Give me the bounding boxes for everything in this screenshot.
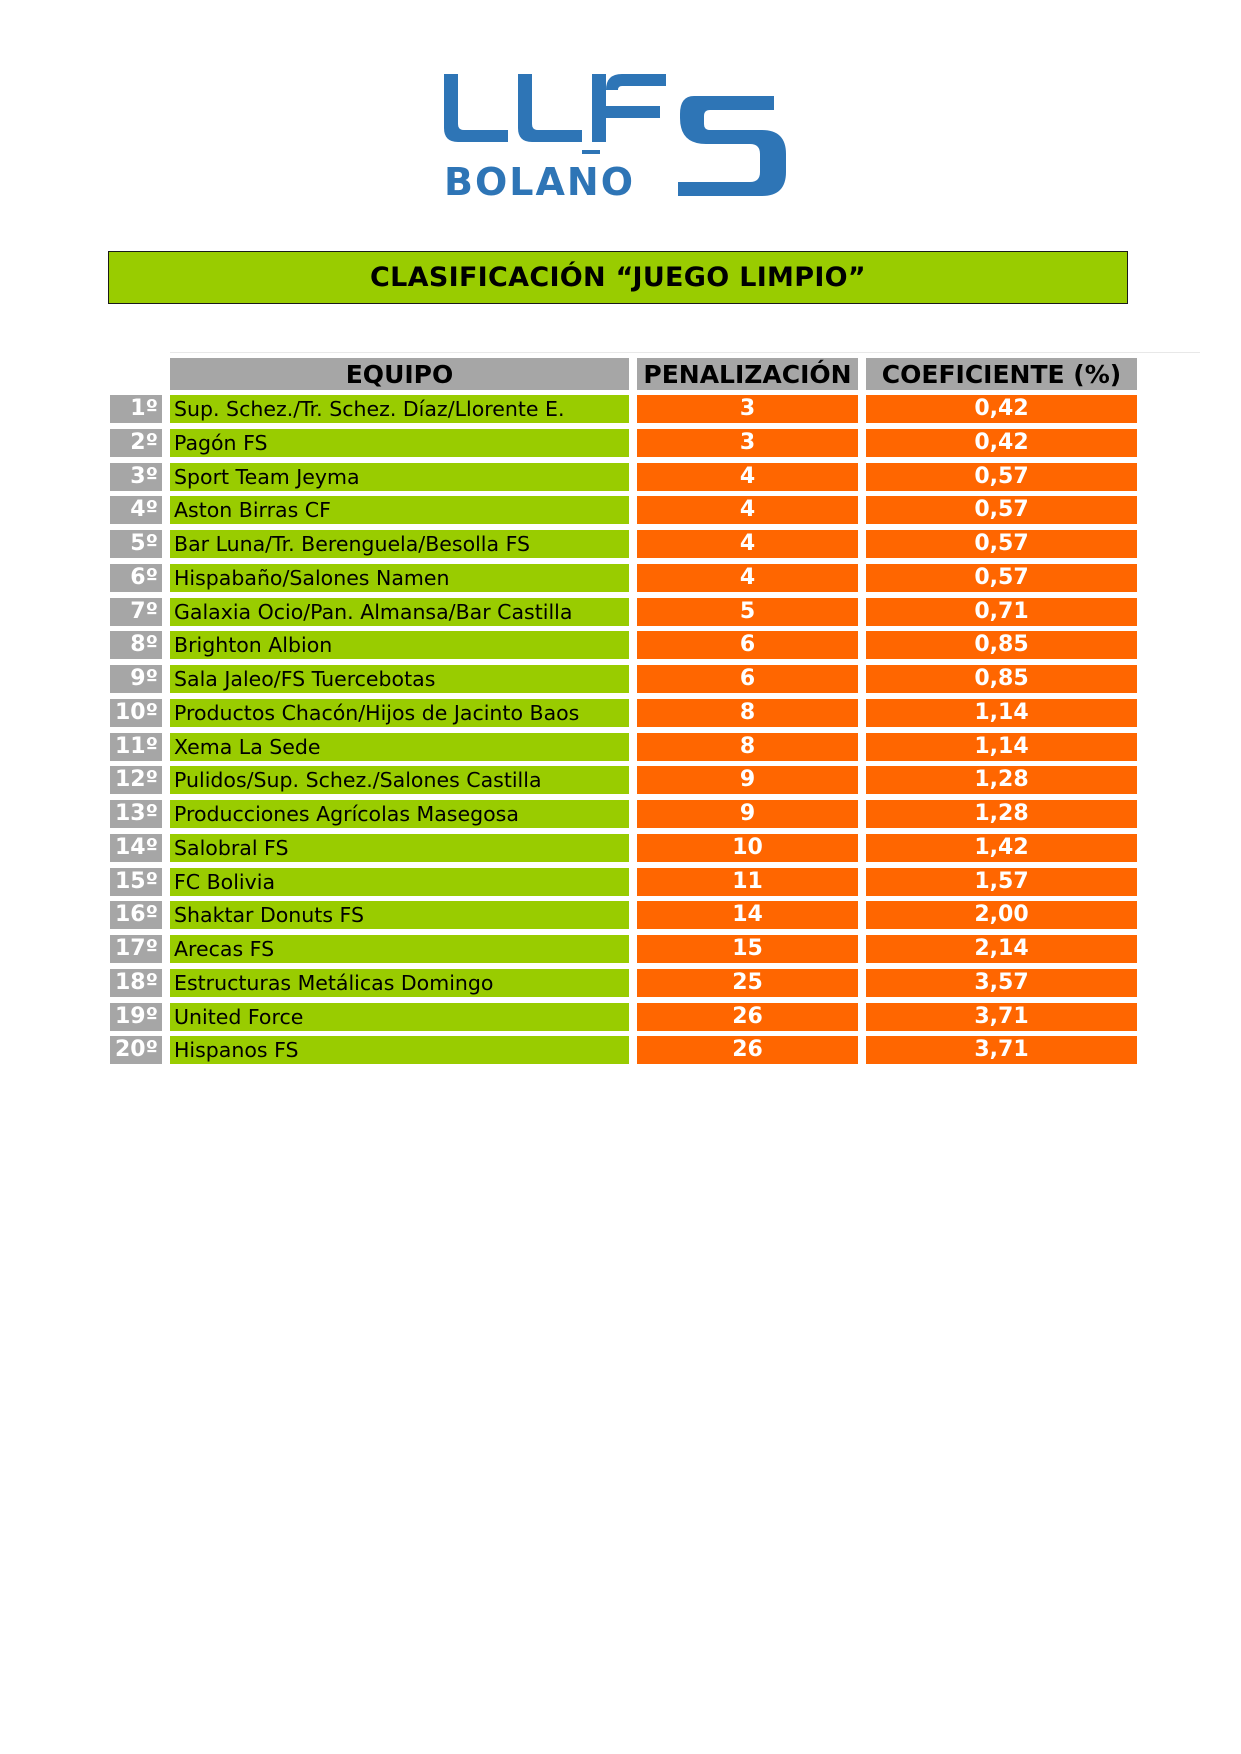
- rank-cell: 14º: [110, 834, 162, 862]
- rank-cell: 18º: [110, 969, 162, 997]
- penalty-cell: 4: [637, 564, 858, 592]
- team-name-cell: Salobral FS: [170, 834, 629, 862]
- team-name-cell: Galaxia Ocio/Pan. Almansa/Bar Castilla: [170, 598, 629, 626]
- team-name-cell: United Force: [170, 1003, 629, 1031]
- coefficient-cell: 1,14: [866, 699, 1137, 727]
- team-name-cell: Shaktar Donuts FS: [170, 901, 629, 929]
- table-row: [110, 463, 1140, 491]
- table-row: [110, 699, 1140, 727]
- coefficient-cell: 1,14: [866, 733, 1137, 761]
- rank-cell: 6º: [110, 564, 162, 592]
- rank-cell: 9º: [110, 665, 162, 693]
- penalty-cell: 26: [637, 1036, 858, 1064]
- rank-cell: 1º: [110, 395, 162, 423]
- team-name-cell: Producciones Agrícolas Masegosa: [170, 800, 629, 828]
- coefficient-cell: 0,71: [866, 598, 1137, 626]
- coefficient-cell: 1,57: [866, 868, 1137, 896]
- rank-cell: 7º: [110, 598, 162, 626]
- table-row: [110, 1003, 1140, 1031]
- penalty-cell: 9: [637, 800, 858, 828]
- team-name-cell: Brighton Albion: [170, 631, 629, 659]
- rank-cell: 3º: [110, 463, 162, 491]
- team-name-cell: Aston Birras CF: [170, 496, 629, 524]
- table-row: [110, 665, 1140, 693]
- coefficient-cell: 1,28: [866, 766, 1137, 794]
- header-coefficient: COEFICIENTE (%): [866, 358, 1137, 390]
- penalty-cell: 11: [637, 868, 858, 896]
- penalty-cell: 15: [637, 935, 858, 963]
- penalty-cell: 4: [637, 463, 858, 491]
- coefficient-cell: 0,42: [866, 429, 1137, 457]
- team-name-cell: Sport Team Jeyma: [170, 463, 629, 491]
- coefficient-cell: 0,57: [866, 530, 1137, 558]
- rank-cell: 4º: [110, 496, 162, 524]
- svg-text:BOLANO: BOLANO: [444, 160, 635, 200]
- team-name-cell: Productos Chacón/Hijos de Jacinto Baos: [170, 699, 629, 727]
- table-row: [110, 564, 1140, 592]
- team-name-cell: Arecas FS: [170, 935, 629, 963]
- table-row: [110, 1036, 1140, 1064]
- league-logo: [440, 70, 800, 200]
- table-row: [110, 868, 1140, 896]
- rank-cell: 20º: [110, 1036, 162, 1064]
- penalty-cell: 8: [637, 699, 858, 727]
- coefficient-cell: 0,42: [866, 395, 1137, 423]
- rank-cell: 19º: [110, 1003, 162, 1031]
- table-row: [110, 530, 1140, 558]
- coefficient-cell: 0,57: [866, 564, 1137, 592]
- table-row: [110, 598, 1140, 626]
- team-name-cell: Sup. Schez./Tr. Schez. Díaz/Llorente E.: [170, 395, 629, 423]
- penalty-cell: 4: [637, 496, 858, 524]
- page-title: CLASIFICACIÓN “JUEGO LIMPIO”: [108, 251, 1128, 304]
- coefficient-cell: 0,57: [866, 496, 1137, 524]
- rank-cell: 11º: [110, 733, 162, 761]
- team-name-cell: Pagón FS: [170, 429, 629, 457]
- rank-cell: 5º: [110, 530, 162, 558]
- coefficient-cell: 3,71: [866, 1003, 1137, 1031]
- team-name-cell: FC Bolivia: [170, 868, 629, 896]
- team-name-cell: Hispanos FS: [170, 1036, 629, 1064]
- table-row: [110, 733, 1140, 761]
- coefficient-cell: 0,85: [866, 665, 1137, 693]
- team-name-cell: Sala Jaleo/FS Tuercebotas: [170, 665, 629, 693]
- coefficient-cell: 1,42: [866, 834, 1137, 862]
- table-row: [110, 800, 1140, 828]
- coefficient-cell: 0,57: [866, 463, 1137, 491]
- coefficient-cell: 3,71: [866, 1036, 1137, 1064]
- table-row: [110, 496, 1140, 524]
- header-divider: [170, 352, 1200, 353]
- table-row: [110, 766, 1140, 794]
- header-team: EQUIPO: [170, 358, 629, 390]
- penalty-cell: 9: [637, 766, 858, 794]
- rank-cell: 12º: [110, 766, 162, 794]
- rank-cell: 17º: [110, 935, 162, 963]
- table-row: [110, 429, 1140, 457]
- penalty-cell: 26: [637, 1003, 858, 1031]
- penalty-cell: 25: [637, 969, 858, 997]
- penalty-cell: 5: [637, 598, 858, 626]
- penalty-cell: 6: [637, 665, 858, 693]
- table-row: [110, 969, 1140, 997]
- coefficient-cell: 1,28: [866, 800, 1137, 828]
- header-penalty: PENALIZACIÓN: [637, 358, 858, 390]
- team-name-cell: Pulidos/Sup. Schez./Salones Castilla: [170, 766, 629, 794]
- rank-cell: 10º: [110, 699, 162, 727]
- rank-cell: 13º: [110, 800, 162, 828]
- coefficient-cell: 2,14: [866, 935, 1137, 963]
- penalty-cell: 3: [637, 395, 858, 423]
- coefficient-cell: 0,85: [866, 631, 1137, 659]
- penalty-cell: 14: [637, 901, 858, 929]
- table-row: [110, 395, 1140, 423]
- coefficient-cell: 2,00: [866, 901, 1137, 929]
- rank-cell: 2º: [110, 429, 162, 457]
- penalty-cell: 10: [637, 834, 858, 862]
- llfs-bolano-logo-icon: [440, 70, 800, 200]
- rank-cell: 8º: [110, 631, 162, 659]
- coefficient-cell: 3,57: [866, 969, 1137, 997]
- penalty-cell: 8: [637, 733, 858, 761]
- penalty-cell: 6: [637, 631, 858, 659]
- rank-cell: 15º: [110, 868, 162, 896]
- team-name-cell: Bar Luna/Tr. Berenguela/Besolla FS: [170, 530, 629, 558]
- team-name-cell: Hispabaño/Salones Namen: [170, 564, 629, 592]
- table-row: [110, 935, 1140, 963]
- penalty-cell: 3: [637, 429, 858, 457]
- penalty-cell: 4: [637, 530, 858, 558]
- table-row: [110, 834, 1140, 862]
- table-row: [110, 631, 1140, 659]
- table-row: [110, 901, 1140, 929]
- team-name-cell: Estructuras Metálicas Domingo: [170, 969, 629, 997]
- team-name-cell: Xema La Sede: [170, 733, 629, 761]
- rank-cell: 16º: [110, 901, 162, 929]
